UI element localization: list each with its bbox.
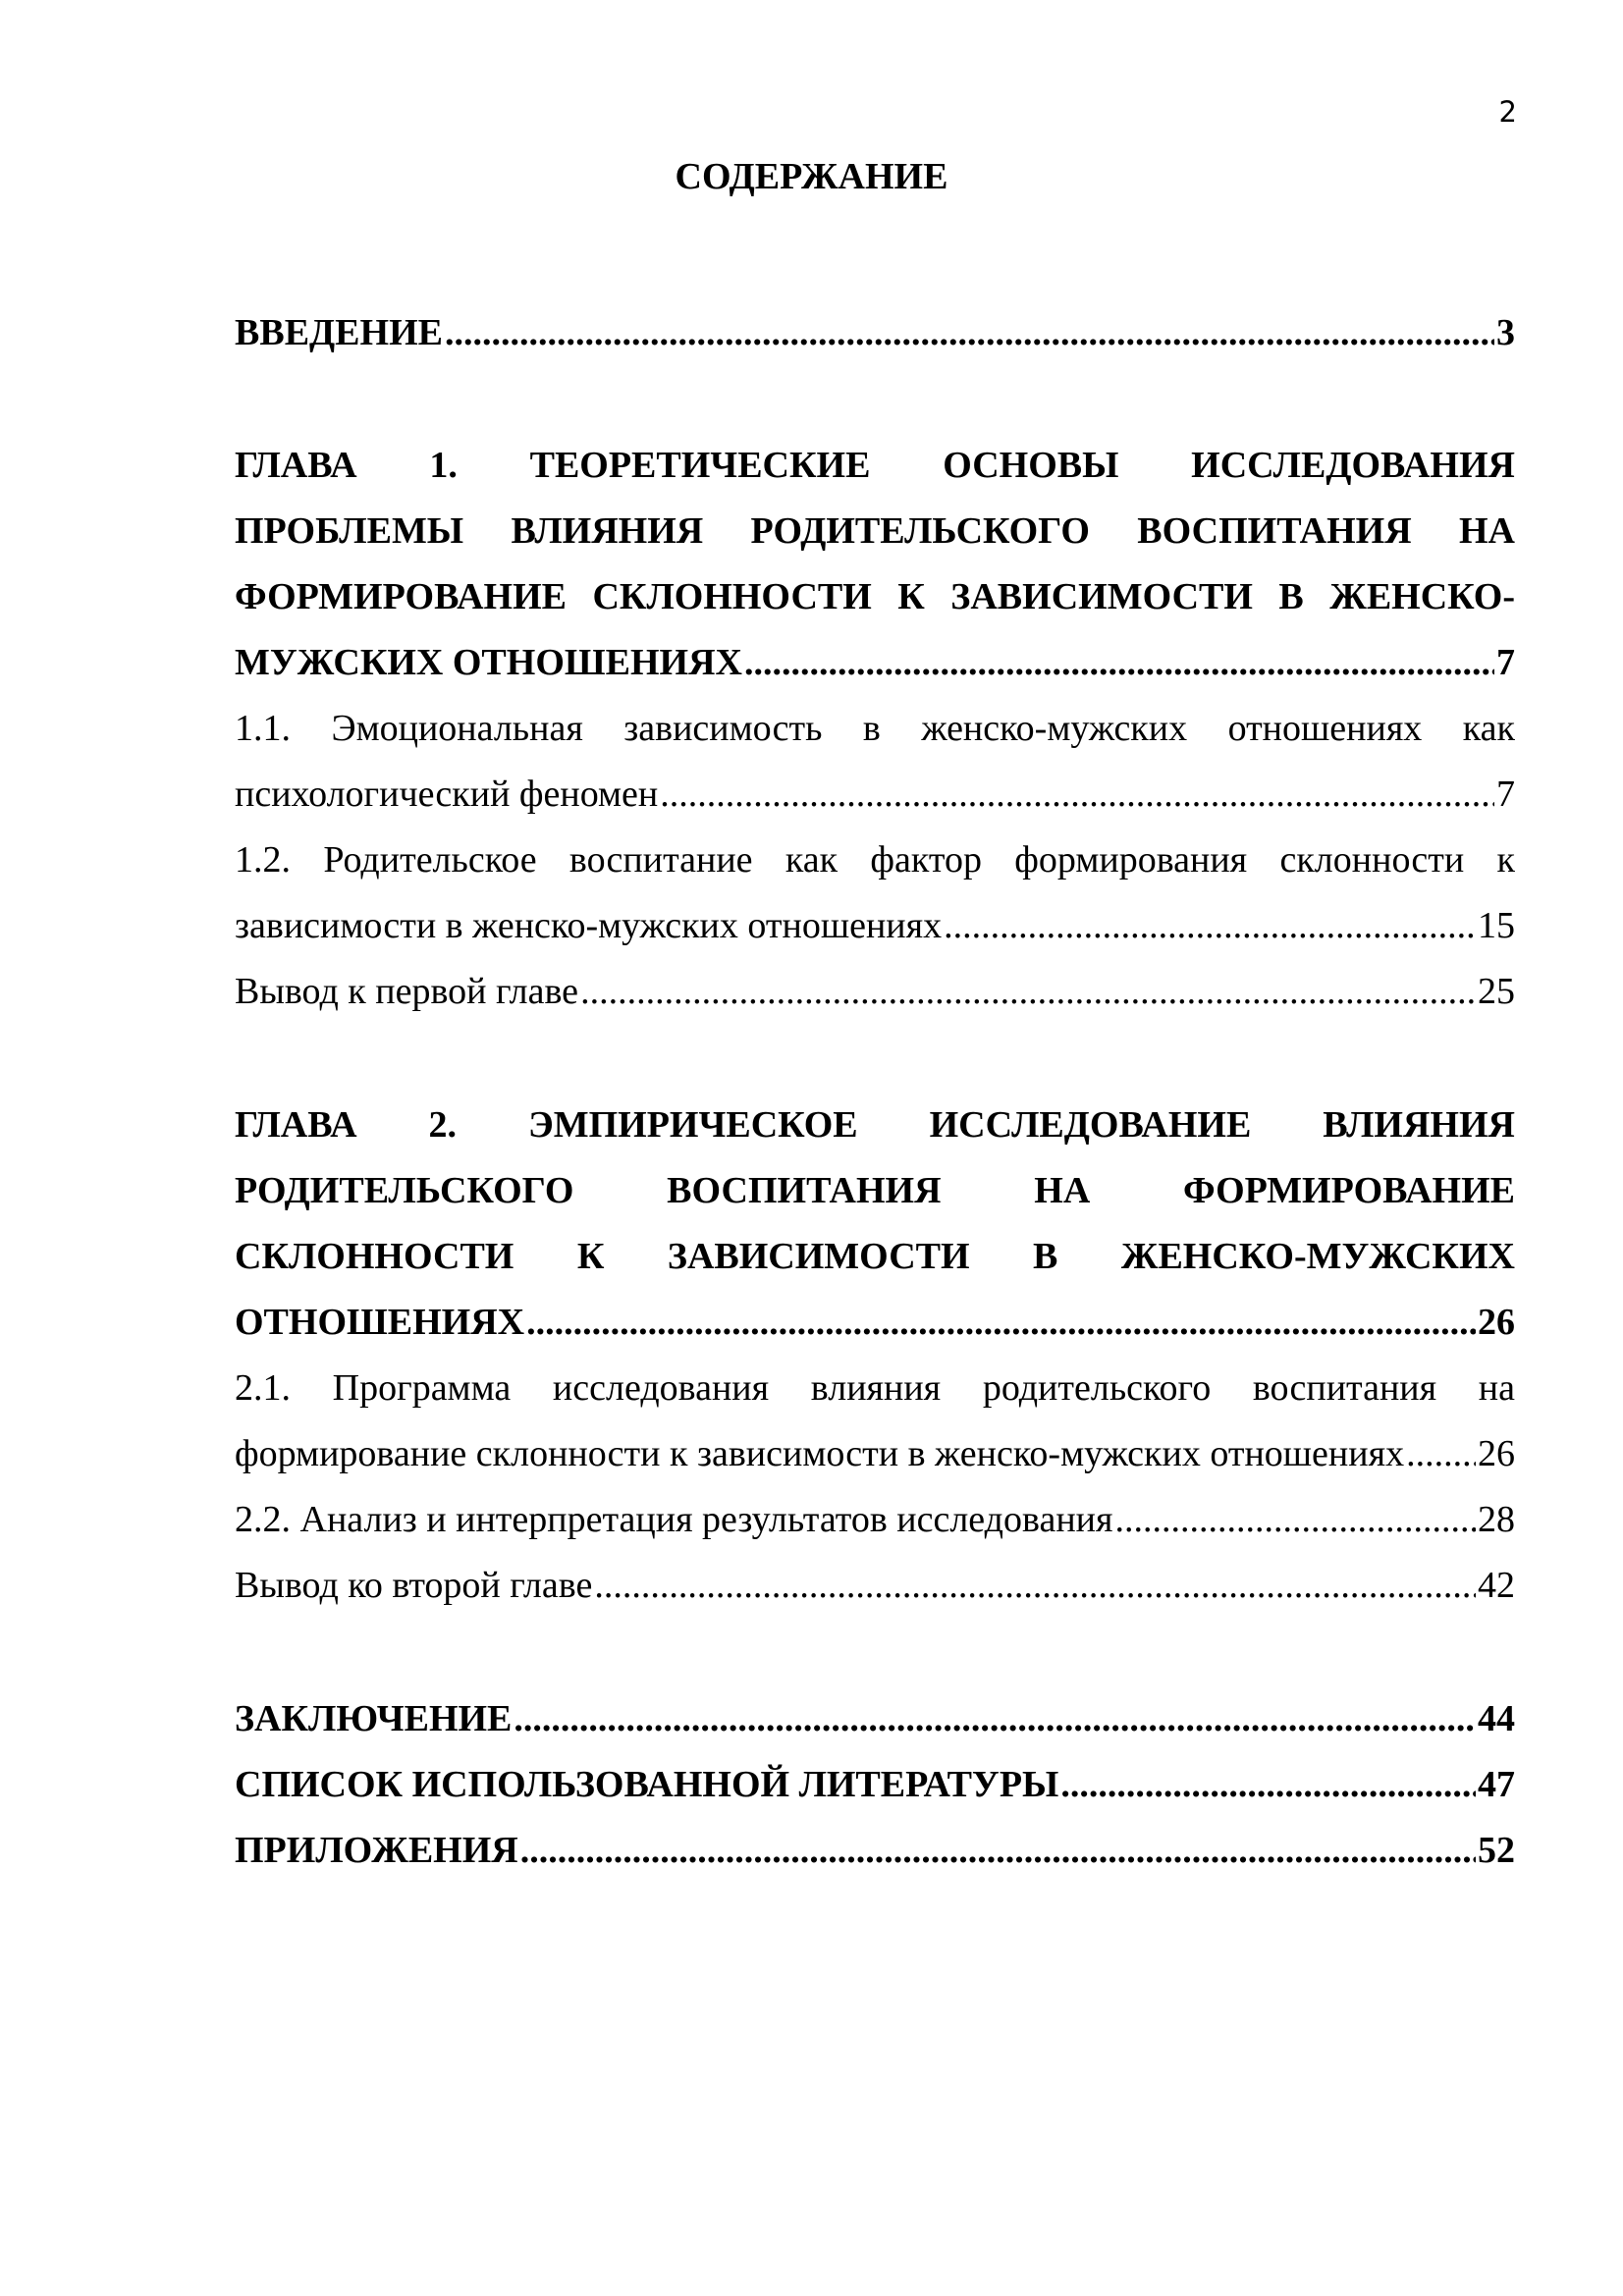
toc-page-number: 15	[1478, 905, 1515, 946]
toc-entry-line: 1.1. Эмоциональная зависимость в женско-мужских отношениях как	[235, 708, 1515, 749]
toc-entry-section-1-2[interactable]	[235, 828, 1515, 959]
toc-page-number: 7	[1496, 642, 1515, 683]
toc-entry-line: 2.1. Программа исследования влияния родительского воспитания на	[235, 1367, 1515, 1409]
dot-leader	[520, 1818, 1476, 1884]
toc-entry-text: Вывод к первой главе	[235, 971, 579, 1012]
toc-entry-line: 1.2. Родительское воспитание как фактор формирования склонности к	[235, 839, 1515, 881]
dot-leader	[744, 630, 1494, 696]
dot-leader	[660, 762, 1494, 828]
toc-entry-text: Вывод ко второй главе	[235, 1565, 593, 1606]
toc-entry-section-2-1[interactable]	[235, 1356, 1515, 1487]
toc-entry-references[interactable]	[235, 1752, 1515, 1818]
toc-entry-text: ОТНОШЕНИЯХ	[235, 1302, 525, 1343]
page-number: 2	[1498, 95, 1517, 129]
dot-leader	[526, 1290, 1476, 1356]
dot-leader	[580, 959, 1476, 1025]
dot-leader	[1406, 1421, 1476, 1487]
toc-entry-conclusion[interactable]	[235, 1686, 1515, 1752]
toc-entry-section-1-1[interactable]	[235, 696, 1515, 828]
toc-entry-appendices[interactable]	[235, 1818, 1515, 1884]
toc-entry-text: формирование склонности к зависимости в женско-мужских отношениях	[235, 1433, 1405, 1474]
toc-page-number: 25	[1478, 971, 1515, 1012]
toc-entry-chapter-2[interactable]	[235, 1093, 1515, 1356]
toc-entry-section-2-2[interactable]	[235, 1487, 1515, 1553]
toc-page-number: 7	[1496, 774, 1515, 815]
toc-page-number: 44	[1478, 1698, 1515, 1739]
dot-leader	[514, 1686, 1476, 1752]
toc-entry-chapter-1-conclusion[interactable]	[235, 959, 1515, 1025]
toc-entry-text: СПИСОК ИСПОЛЬЗОВАННОЙ ЛИТЕРАТУРЫ	[235, 1764, 1059, 1805]
toc-entry-line: ПРОБЛЕМЫ ВЛИЯНИЯ РОДИТЕЛЬСКОГО ВОСПИТАНИЯ НА	[235, 510, 1515, 552]
toc-entry-text: ВВЕДЕНИЕ	[235, 312, 443, 353]
toc-entry-introduction[interactable]	[235, 300, 1515, 366]
toc-entry-line: ГЛАВА 2. ЭМПИРИЧЕСКОЕ ИССЛЕДОВАНИЕ ВЛИЯНИЯ	[235, 1104, 1515, 1146]
toc-entry-text: зависимости в женско-мужских отношениях	[235, 905, 943, 946]
dot-leader	[1060, 1752, 1476, 1818]
toc-page-number: 28	[1478, 1499, 1515, 1540]
toc-page-number: 26	[1478, 1302, 1515, 1343]
toc-page-number: 47	[1478, 1764, 1515, 1805]
toc-entry-chapter-2-conclusion[interactable]	[235, 1553, 1515, 1619]
toc-entry-line: СКЛОННОСТИ К ЗАВИСИМОСТИ В ЖЕНСКО-МУЖСКИХ	[235, 1236, 1515, 1277]
toc-entry-line: РОДИТЕЛЬСКОГО ВОСПИТАНИЯ НА ФОРМИРОВАНИЕ	[235, 1170, 1515, 1211]
toc-page-number: 42	[1478, 1565, 1515, 1606]
toc-page-number: 3	[1496, 312, 1515, 353]
toc-page-number: 52	[1478, 1830, 1515, 1871]
toc-page-number: 26	[1478, 1433, 1515, 1474]
toc-entry-line: ФОРМИРОВАНИЕ СКЛОННОСТИ К ЗАВИСИМОСТИ В ЖЕНСКО-	[235, 576, 1515, 617]
dot-leader	[445, 300, 1494, 366]
toc-entry-chapter-1[interactable]	[235, 433, 1515, 696]
toc-entry-text: МУЖСКИХ ОТНОШЕНИЯХ	[235, 642, 742, 683]
dot-leader	[1114, 1487, 1476, 1553]
dot-leader	[594, 1553, 1476, 1619]
toc-entry-text: ЗАКЛЮЧЕНИЕ	[235, 1698, 513, 1739]
toc-entry-text: 2.2. Анализ и интерпретация результатов исследования	[235, 1499, 1113, 1540]
toc-entry-text: ПРИЛОЖЕНИЯ	[235, 1830, 518, 1871]
toc-entry-text: психологический феномен	[235, 774, 659, 815]
toc-title: СОДЕРЖАНИЕ	[675, 156, 948, 197]
dot-leader	[944, 893, 1476, 959]
toc-entry-line: ГЛАВА 1. ТЕОРЕТИЧЕСКИЕ ОСНОВЫ ИССЛЕДОВАНИЯ	[235, 445, 1515, 486]
